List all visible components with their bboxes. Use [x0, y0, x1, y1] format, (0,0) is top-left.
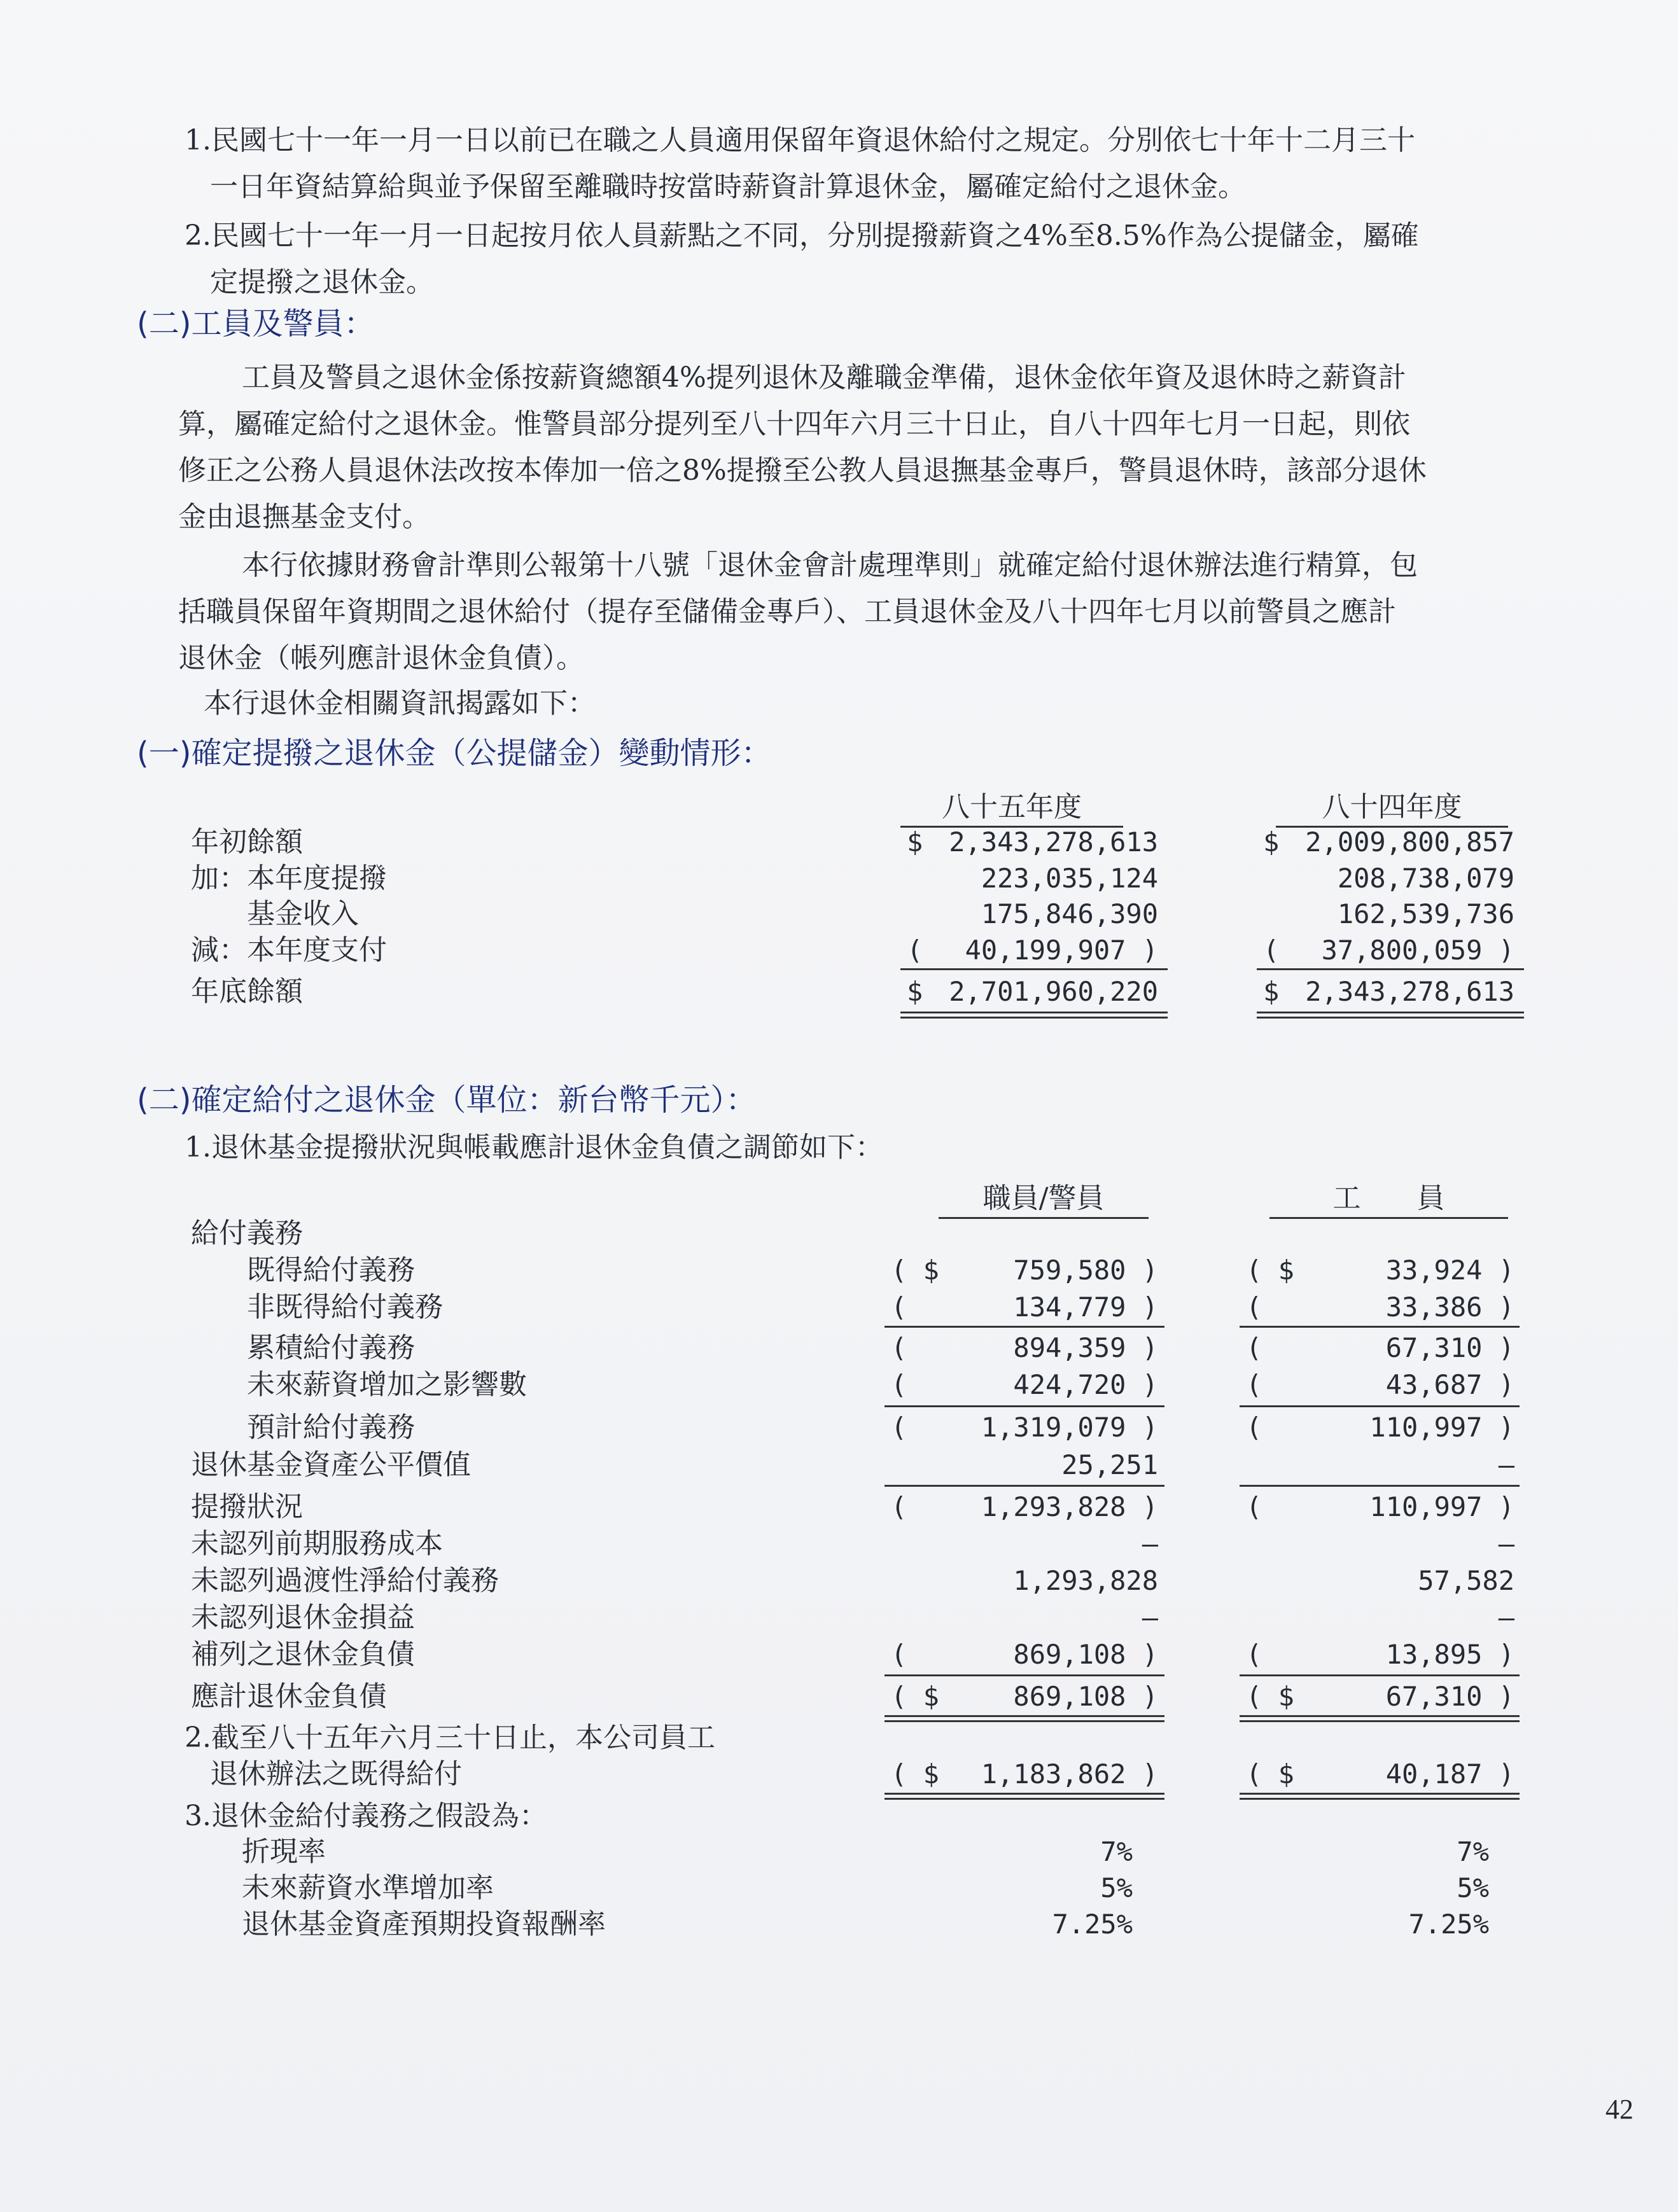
cell-value-col2: 43,687 ) — [1385, 1369, 1514, 1400]
row-label: 應計退休金負債 — [191, 1680, 387, 1713]
row-label: 未認列前期服務成本 — [191, 1527, 443, 1560]
assumption-label: 退休基金資產預期投資報酬率 — [242, 1908, 606, 1940]
cell-value-col1: 223,035,124 — [981, 863, 1158, 894]
subheading-reconciliation: 1.退休基金提撥狀況與帳載應計退休金負債之調節如下： — [185, 1131, 883, 1164]
cell-prefix-col1: ( — [891, 1369, 907, 1400]
row-label: 未來薪資增加之影響數 — [191, 1368, 527, 1401]
cell-prefix-col2: ( — [1246, 1291, 1262, 1323]
subtotal-line-col2 — [1240, 1485, 1520, 1487]
subtotal-line-col1 — [884, 1405, 1164, 1407]
cell-prefix-col1: ( — [891, 1332, 907, 1363]
paragraph-3-line-1: 工員及警員之退休金係按薪資總額4%提列退休及離職金準備，退休金依年資及退休時之薪資計 — [242, 361, 1406, 394]
cell-prefix-col2: ( — [1246, 1639, 1262, 1670]
cell-value-col2: – — [1498, 1528, 1514, 1559]
double-underline-vested-col1 — [884, 1793, 1164, 1800]
paragraph-4-line-3: 退休金（帳列應計退休金負債）。 — [178, 642, 584, 674]
paragraph-1-line-2: 一日年資結算給與並予保留至離職時按當時薪資計算退休金，屬確定給付之退休金。 — [210, 170, 1246, 203]
cell-value-col2: 162,539,736 — [1337, 898, 1514, 929]
row-label: 加：本年度提撥 — [191, 862, 387, 894]
page-number: 42 — [1605, 2094, 1633, 2125]
cell-value-col2: – — [1498, 1602, 1514, 1633]
cell-value-col2: 37,800,059 ) — [1321, 935, 1514, 966]
cell-value-col2: 2,009,800,857 — [1305, 826, 1514, 858]
subtotal-line-fy85 — [900, 968, 1168, 970]
row-label: 給付義務 — [191, 1217, 303, 1249]
row-label: 既得給付義務 — [191, 1254, 415, 1286]
subtotal-line-col2 — [1240, 1405, 1520, 1407]
cell-prefix-col2: ( $ — [1246, 1255, 1294, 1286]
heading-defined-benefit: (二)確定給付之退休金（單位：新台幣千元）： — [137, 1082, 757, 1118]
cell-value-col1: 869,108 ) — [1013, 1639, 1158, 1670]
cell-value-col1: 2,701,960,220 — [949, 976, 1158, 1007]
heading-workers-police: (二)工員及警員： — [137, 306, 375, 342]
assumption-value-col2: 5% — [1457, 1872, 1489, 1903]
cell-value-col1: 40,199,907 ) — [965, 935, 1158, 966]
cell-value-col1: 134,779 ) — [1013, 1291, 1158, 1323]
double-underline-fy85 — [900, 1012, 1168, 1019]
cell-value-col1: 424,720 ) — [1013, 1369, 1158, 1400]
row-label: 非既得給付義務 — [191, 1291, 443, 1323]
row-label: 預計給付義務 — [191, 1411, 415, 1443]
assumption-value-col2: 7% — [1457, 1836, 1489, 1867]
cell-value-col2 — [1158, 1215, 1514, 1252]
double-underline-col2 — [1240, 1715, 1520, 1722]
cell-prefix-col2: ( — [1246, 1332, 1262, 1363]
cell-prefix-col2: ( $ — [1246, 1758, 1294, 1790]
cell-prefix-col1: ( $ — [891, 1758, 939, 1790]
column-header-fy85: 八十五年度 — [900, 789, 1123, 828]
paragraph-2-line-1: 2.民國七十一年一月一日起按月依人員薪點之不同，分別提撥薪資之4%至8.5%作為公提儲金，屬確 — [185, 219, 1419, 252]
cell-value-col1: 175,846,390 — [981, 898, 1158, 929]
subtotal-line-col2 — [1240, 1326, 1520, 1328]
row-label: 未認列過渡性淨給付義務 — [191, 1564, 499, 1597]
vested-label-line-1: 2.截至八十五年六月三十日止，本公司員工 — [185, 1722, 715, 1754]
cell-prefix-col2: $ — [1263, 976, 1280, 1007]
cell-value-col1: 869,108 ) — [1013, 1681, 1158, 1712]
paragraph-3-line-4: 金由退撫基金支付。 — [178, 501, 430, 533]
cell-value-col1: 2,343,278,613 — [949, 826, 1158, 858]
row-label: 補列之退休金負債 — [191, 1638, 415, 1671]
row-label: 退休辦法之既得給付 — [210, 1758, 462, 1790]
paragraph-1-line-1: 1.民國七十一年一月一日以前已在職之人員適用保留年資退休給付之規定。分別依七十年十二月三十 — [185, 124, 1415, 157]
cell-value-col1: 759,580 ) — [1013, 1255, 1158, 1286]
assumption-value-col1: 7.25% — [1052, 1909, 1133, 1940]
cell-value-col2: 67,310 ) — [1385, 1332, 1514, 1363]
cell-prefix-col2: ( — [1263, 935, 1280, 966]
cell-value-col1: 25,251 — [1061, 1449, 1158, 1480]
subtotal-line-fy84 — [1257, 968, 1524, 970]
cell-prefix-col1: ( $ — [891, 1681, 939, 1712]
cell-prefix-col1: ( — [891, 1291, 907, 1323]
row-label: 減：本年度支付 — [191, 934, 387, 966]
row-label: 年底餘額 — [191, 975, 303, 1008]
assumption-value-col1: 5% — [1100, 1872, 1133, 1903]
subtotal-line-col1 — [884, 1485, 1164, 1487]
cell-value-col2: 67,310 ) — [1385, 1681, 1514, 1712]
paragraph-2-line-2: 定提撥之退休金。 — [210, 266, 434, 298]
cell-value-col2: 208,738,079 — [1337, 863, 1514, 894]
cell-prefix-col1: ( — [907, 935, 923, 966]
subtotal-line-col1 — [884, 1674, 1164, 1676]
cell-value-col1: 1,293,828 — [1013, 1565, 1158, 1596]
cell-prefix-col1: $ — [907, 976, 923, 1007]
assumption-label: 未來薪資水準增加率 — [242, 1872, 494, 1904]
cell-value-col1: 1,319,079 ) — [981, 1412, 1158, 1443]
cell-value-col1: 894,359 ) — [1013, 1332, 1158, 1363]
cell-prefix-col1: ( $ — [891, 1255, 939, 1286]
paragraph-3-line-2: 算，屬確定給付之退休金。惟警員部分提列至八十四年六月三十日止，自八十四年七月一日起，則依 — [178, 408, 1410, 440]
assumption-value-col2: 7.25% — [1408, 1909, 1489, 1940]
subtotal-line-col1 — [884, 1326, 1164, 1328]
cell-prefix-col2: ( — [1246, 1491, 1262, 1522]
cell-prefix-col2: ( — [1246, 1412, 1262, 1443]
column-header-fy84: 八十四年度 — [1276, 789, 1508, 828]
cell-prefix-col1: ( — [891, 1412, 907, 1443]
double-underline-fy84 — [1257, 1012, 1524, 1019]
cell-prefix-col1: $ — [907, 826, 923, 858]
paragraph-3-line-3: 修正之公務人員退休法改按本俸加一倍之8%提撥至公教人員退撫基金專戶，警員退休時，該部分退休 — [178, 454, 1427, 487]
row-label: 基金收入 — [191, 898, 359, 930]
subtotal-line-col2 — [1240, 1674, 1520, 1676]
cell-value-col2: 33,924 ) — [1385, 1255, 1514, 1286]
row-label: 退休基金資產公平價值 — [191, 1449, 471, 1481]
row-label: 年初餘額 — [191, 826, 303, 858]
cell-value-col2: 110,997 ) — [1369, 1412, 1514, 1443]
column-header-workers: 工 員 — [1269, 1180, 1508, 1219]
cell-prefix-col1: ( — [891, 1639, 907, 1670]
cell-value-col2: – — [1498, 1449, 1514, 1480]
column-header-staff-police: 職員/警員 — [939, 1180, 1149, 1219]
cell-value-col1 — [802, 1215, 1158, 1252]
cell-value-col2: 40,187 ) — [1385, 1758, 1514, 1790]
cell-value-col1: 1,183,862 ) — [981, 1758, 1158, 1790]
cell-value-col2: 110,997 ) — [1369, 1491, 1514, 1522]
paragraph-4-line-1: 本行依據財務會計準則公報第十八號「退休金會計處理準則」就確定給付退休辦法進行精算，包 — [242, 549, 1418, 581]
cell-prefix-col2: ( — [1246, 1369, 1262, 1400]
row-label: 提撥狀況 — [191, 1491, 303, 1523]
cell-value-col2: 33,386 ) — [1385, 1291, 1514, 1323]
double-underline-col1 — [884, 1715, 1164, 1722]
cell-value-col2: 13,895 ) — [1385, 1639, 1514, 1670]
cell-value-col1: – — [1142, 1602, 1158, 1633]
cell-value-col1: – — [1142, 1528, 1158, 1559]
cell-value-col2: 57,582 — [1418, 1565, 1514, 1596]
paragraph-4-line-2: 括職員保留年資期間之退休給付（提存至儲備金專戶）、工員退休金及八十四年七月以前警員之應計 — [178, 595, 1396, 628]
cell-prefix-col1: ( — [891, 1491, 907, 1522]
cell-prefix-col2: $ — [1263, 826, 1280, 858]
cell-prefix-col2: ( $ — [1246, 1681, 1294, 1712]
heading-defined-contribution: (一)確定提撥之退休金（公提儲金）變動情形： — [137, 735, 772, 771]
paragraph-5: 本行退休金相關資訊揭露如下： — [204, 687, 596, 720]
row-label: 未認列退休金損益 — [191, 1601, 415, 1634]
row-label: 累積給付義務 — [191, 1332, 415, 1364]
assumption-value-col1: 7% — [1100, 1836, 1133, 1867]
double-underline-vested-col2 — [1240, 1793, 1520, 1800]
cell-value-col2: 2,343,278,613 — [1305, 976, 1514, 1007]
cell-value-col1: 1,293,828 ) — [981, 1491, 1158, 1522]
assumptions-title: 3.退休金給付義務之假設為： — [185, 1800, 547, 1832]
assumption-label: 折現率 — [242, 1835, 326, 1868]
